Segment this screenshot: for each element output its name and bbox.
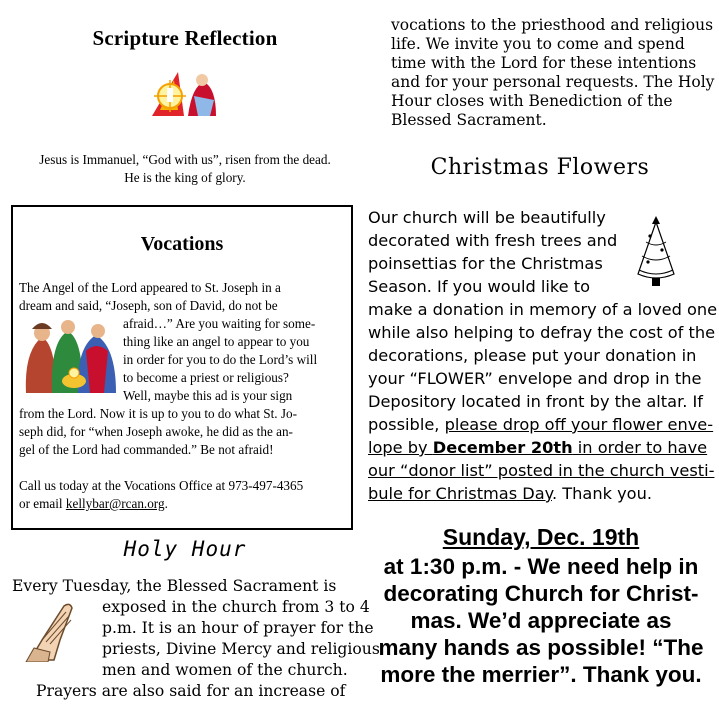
flowers-line: Our church will be beautifully bbox=[368, 208, 606, 227]
christmas-flowers-heading: Christmas Flowers bbox=[430, 155, 650, 180]
sunday-line: many hands as possible! “The bbox=[378, 635, 704, 660]
flowers-plain-text: possible, bbox=[368, 415, 445, 434]
flowers-line: Depository located in front by the altar. If bbox=[368, 392, 703, 411]
holy-hour-continued-line: Blessed Sacrament. bbox=[391, 111, 547, 129]
vocations-line: afraid…” Are you waiting for some- bbox=[123, 316, 316, 331]
email-link[interactable]: kellybar@rcan.org bbox=[65, 496, 165, 511]
scripture-reflection-heading: Scripture Reflection bbox=[92, 26, 278, 50]
holy-hour-line: priests, Divine Mercy and religious bbox=[102, 640, 380, 658]
scripture-line: Jesus is Immanuel, “God with us”, risen from the dead. bbox=[39, 152, 331, 167]
email-prefix: or email bbox=[19, 496, 66, 511]
sunday-line: decorating Church for Christ- bbox=[383, 581, 699, 606]
holy-hour-line: Every Tuesday, the Blessed Sacrament is bbox=[12, 577, 337, 595]
vocations-line: The Angel of the Lord appeared to St. Joseph in a bbox=[19, 280, 281, 295]
vocations-contact-line: Call us today at the Vocations Office at 973-497-4365 bbox=[19, 478, 304, 493]
vocations-line: gel of the Lord had commanded.” Be not afraid! bbox=[19, 442, 274, 457]
scripture-line: He is the king of glory. bbox=[124, 170, 246, 185]
flowers-underlined-text: in order to have bbox=[572, 438, 708, 457]
holy-hour-continued-line: Hour closes with Benediction of the bbox=[391, 92, 673, 110]
vocations-line: Well, maybe this ad is your sign bbox=[123, 388, 293, 403]
holy-family-clipart-icon bbox=[20, 311, 122, 395]
vocations-email-line bbox=[19, 495, 168, 513]
december-20th-deadline: December 20th bbox=[432, 438, 573, 457]
sunday-line: more the merrier”. Thank you. bbox=[380, 662, 702, 687]
flowers-underlined-text: bule for Christmas Day bbox=[368, 484, 552, 503]
flowers-underlined-text: lope by bbox=[368, 438, 433, 457]
flowers-line: Season. If you would like to bbox=[368, 277, 591, 296]
holy-hour-line: p.m. It is an hour of prayer for the bbox=[102, 619, 374, 637]
holy-hour-line: Prayers are also said for an increase of bbox=[36, 682, 346, 700]
holy-hour-continued-line: and for your personal requests. The Holy bbox=[391, 73, 715, 91]
flowers-line: decorated with fresh trees and bbox=[368, 231, 618, 250]
christmas-tree-icon bbox=[628, 212, 684, 292]
flowers-plain-text: . Thank you. bbox=[551, 484, 652, 503]
flowers-line: your “FLOWER” envelope and drop in the bbox=[368, 369, 702, 388]
vocations-line: to become a priest or religious? bbox=[123, 370, 289, 385]
praying-hands-icon bbox=[20, 600, 86, 662]
vocations-box bbox=[11, 205, 353, 530]
flowers-line: while also helping to defray the cost of the bbox=[368, 323, 716, 342]
flowers-line bbox=[368, 482, 652, 505]
holy-hour-continued-line: life. We invite you to come and spend bbox=[391, 35, 685, 53]
flowers-line bbox=[368, 436, 707, 459]
flowers-line bbox=[368, 459, 714, 482]
holy-hour-line: exposed in the church from 3 to 4 bbox=[102, 598, 370, 616]
sunday-dec-19-heading: Sunday, Dec. 19th bbox=[442, 524, 640, 550]
holy-hour-continued-line: vocations to the priesthood and religious bbox=[391, 16, 714, 34]
email-suffix: . bbox=[164, 496, 168, 511]
scripture-text bbox=[4, 151, 366, 187]
resurrection-clipart-icon bbox=[148, 66, 220, 122]
vocations-line: from the Lord. Now it is up to you to do what St. Jo- bbox=[19, 406, 298, 421]
vocations-line: in order for you to do the Lord’s will bbox=[123, 352, 318, 367]
holy-hour-continued-line: time with the Lord for these intentions bbox=[391, 54, 697, 72]
flowers-line bbox=[368, 413, 713, 436]
flowers-underlined-text: please drop off your flower enve- bbox=[444, 415, 714, 434]
sunday-line: at 1:30 p.m. - We need help in bbox=[383, 554, 699, 579]
holy-hour-line: men and women of the church. bbox=[102, 661, 348, 679]
flowers-line: poinsettias for the Christmas bbox=[368, 254, 603, 273]
sunday-line: mas. We’d appreciate as bbox=[410, 608, 672, 633]
vocations-line: dream and said, “Joseph, son of David, do not be bbox=[19, 298, 278, 313]
vocations-line: seph did, for “when Joseph awoke, he did as the an- bbox=[19, 424, 293, 439]
flowers-line: decorations, please put your donation in bbox=[368, 346, 697, 365]
vocations-line: thing like an angel to appear to you bbox=[123, 334, 310, 349]
flowers-line: make a donation in memory of a loved one bbox=[368, 300, 718, 319]
vocations-heading: Vocations bbox=[140, 233, 224, 255]
holy-hour-heading: Holy Hour bbox=[123, 537, 247, 561]
flowers-underlined-text: our “donor list” posted in the church vesti- bbox=[368, 461, 715, 480]
